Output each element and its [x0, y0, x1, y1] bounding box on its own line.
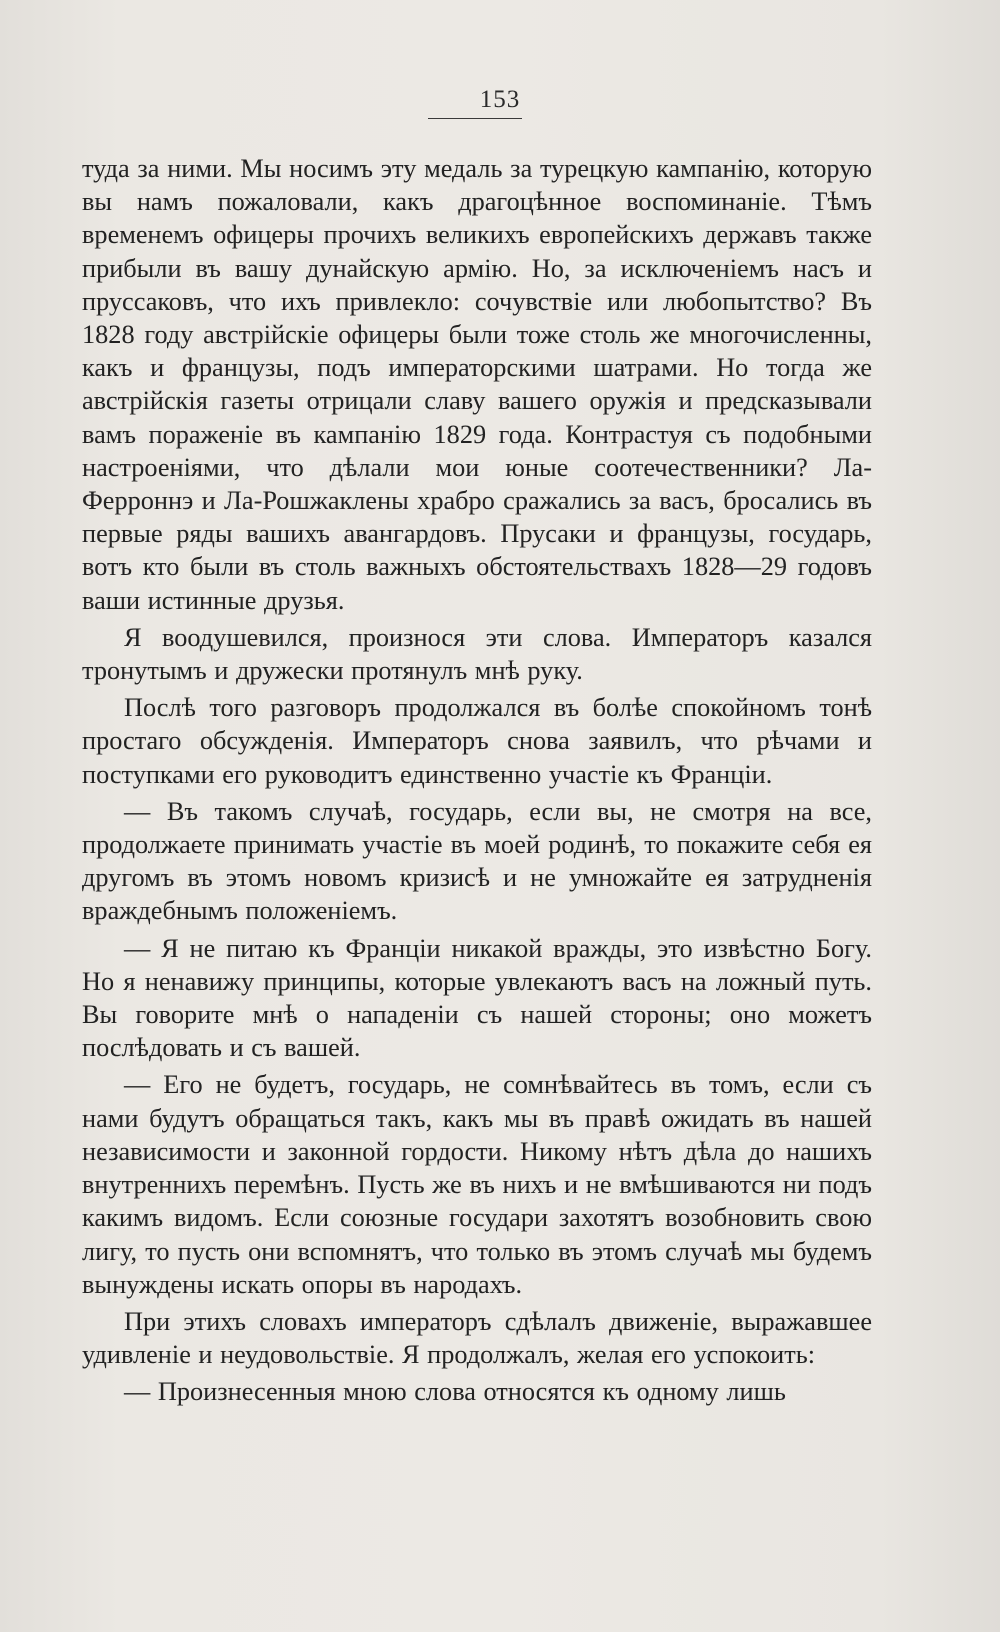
dialogue-paragraph: — Его не будетъ, государь, не сомнѣвайтесь въ томъ, если съ нами будутъ обращаться такъ, какъ мы въ правѣ ожидать въ нашей независимости и законной гордости. Никому нѣтъ дѣла до нашихъ внутреннихъ перемѣнъ. Пусть же въ нихъ и не вмѣшиваются ни подъ какимъ видомъ. Если союзные государи захотятъ возобновить свою лигу, то пусть они вспомнятъ, что только въ этомъ случаѣ мы будемъ вынуждены искать опоры въ народахъ. — [82, 1070, 872, 1299]
paragraph-continuation: туда за ними. Мы носимъ эту медаль за турецкую кампанію, которую вы намъ пожаловали, какъ драгоцѣнное воспоминаніе. Тѣмъ временемъ офицеры прочихъ великихъ европейскихъ державъ также прибыли въ вашу дунайскую армію. Но, за исключеніемъ насъ и пруссаковъ, что ихъ привлекло: сочувствіе или любопытство? Въ 1828 году австрійскіе офицеры были тоже столь же многочисленны, какъ и французы, подъ императорскими шатрами. Но тогда же австрійскія газеты отрицали славу вашего оружія и предсказывали вамъ пораженіе въ кампанію 1829 года. Контрастуя съ подобными настроеніями, что дѣлали мои юные соотечественники? Ла-Ферроннэ и Ла-Рошжаклены храбро сражались за васъ, бросались въ первые ряды вашихъ авангардовъ. Прусаки и французы, государь, вотъ кто были въ столь важныхъ обстоятельствахъ 1828—29 годовъ ваши истинные друзья. — [82, 154, 872, 615]
paragraph: При этихъ словахъ императоръ сдѣлалъ движеніе, выражавшее удивленіе и неудовольствіе. Я продолжалъ, желая его успокоить: — [82, 1306, 872, 1370]
page-header — [0, 86, 1000, 114]
dialogue-paragraph: — Я не питаю къ Франціи никакой вражды, это извѣстно Богу. Но я ненавижу принципы, которые увлекаютъ васъ на ложный путь. Вы говорите мнѣ о нападеніи съ нашей стороны; оно можетъ послѣдовать и съ вашей. — [82, 933, 872, 1063]
paragraph: Послѣ того разговоръ продолжался въ болѣе спокойномъ тонѣ простаго обсужденія. Императоръ снова заявилъ, что рѣчами и поступками его руководитъ единственно участіе къ Франціи. — [82, 693, 872, 789]
dialogue-paragraph: — Произнесенныя мною слова относятся къ одному лишь — [124, 1377, 786, 1407]
header-rule — [428, 118, 522, 119]
dialogue-paragraph: — Въ такомъ случаѣ, государь, если вы, не смотря на все, продолжаете принимать участіе въ моей родинѣ, то покажите себя ея другомъ въ этомъ новомъ кризисѣ и не умножайте ея затрудненія враждебнымъ положеніемъ. — [82, 796, 872, 926]
paragraph: Я воодушевился, произнося эти слова. Императоръ казался тронутымъ и дружески протянулъ мнѣ руку. — [82, 622, 872, 686]
page-number: 153 — [479, 86, 521, 113]
body-text — [82, 152, 872, 1413]
